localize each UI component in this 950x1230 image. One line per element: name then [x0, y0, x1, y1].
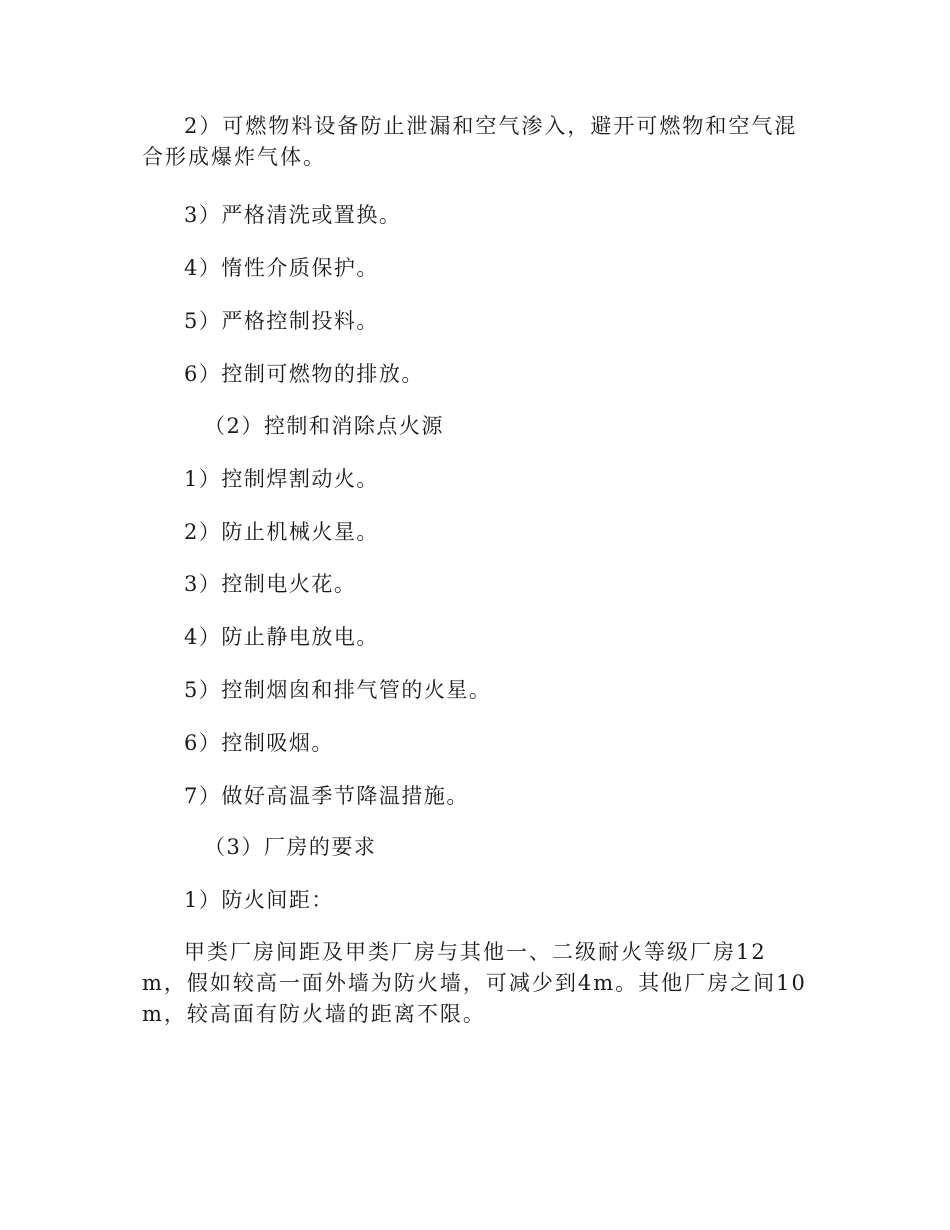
paragraph-discharge-control: 6）控制可燃物的排放。	[184, 362, 424, 386]
paragraph-fire-spacing: 1）防火间距：	[184, 888, 334, 912]
paragraph-cleaning: 3）严格清洗或置换。	[184, 203, 402, 227]
paragraph-chimney: 5）控制烟囱和排气管的火星。	[184, 678, 492, 702]
section-heading-plant: （3）厂房的要求	[204, 835, 377, 859]
paragraph-feeding-control: 5）严格控制投料。	[184, 309, 379, 333]
paragraph-mechanical-sparks: 2）防止机械火星。	[184, 520, 379, 544]
paragraph-electric-sparks: 3）控制电火花。	[184, 572, 357, 596]
paragraph-spacing-rules: 甲类厂房间距及甲类厂房与其他一、二级耐火等级厂房12m，假如较高一面外墙为防火墙，可减少到4m。其他厂房之间10m，较高面有防火墙的距离不限。	[142, 940, 807, 1026]
paragraph-smoking: 6）控制吸烟。	[184, 731, 334, 755]
paragraph-cooling: 7）做好高温季节降温措施。	[184, 784, 469, 808]
paragraph-inert-protection: 4）惰性介质保护。	[184, 256, 379, 280]
section-heading-ignition: （2）控制和消除点火源	[204, 414, 444, 438]
paragraph-welding: 1）控制焊割动火。	[184, 467, 379, 491]
paragraph-material-leak: 2）可燃物料设备防止泄漏和空气渗入，避开可燃物和空气混合形成爆炸气体。	[142, 114, 798, 169]
paragraph-static: 4）防止静电放电。	[184, 625, 379, 649]
